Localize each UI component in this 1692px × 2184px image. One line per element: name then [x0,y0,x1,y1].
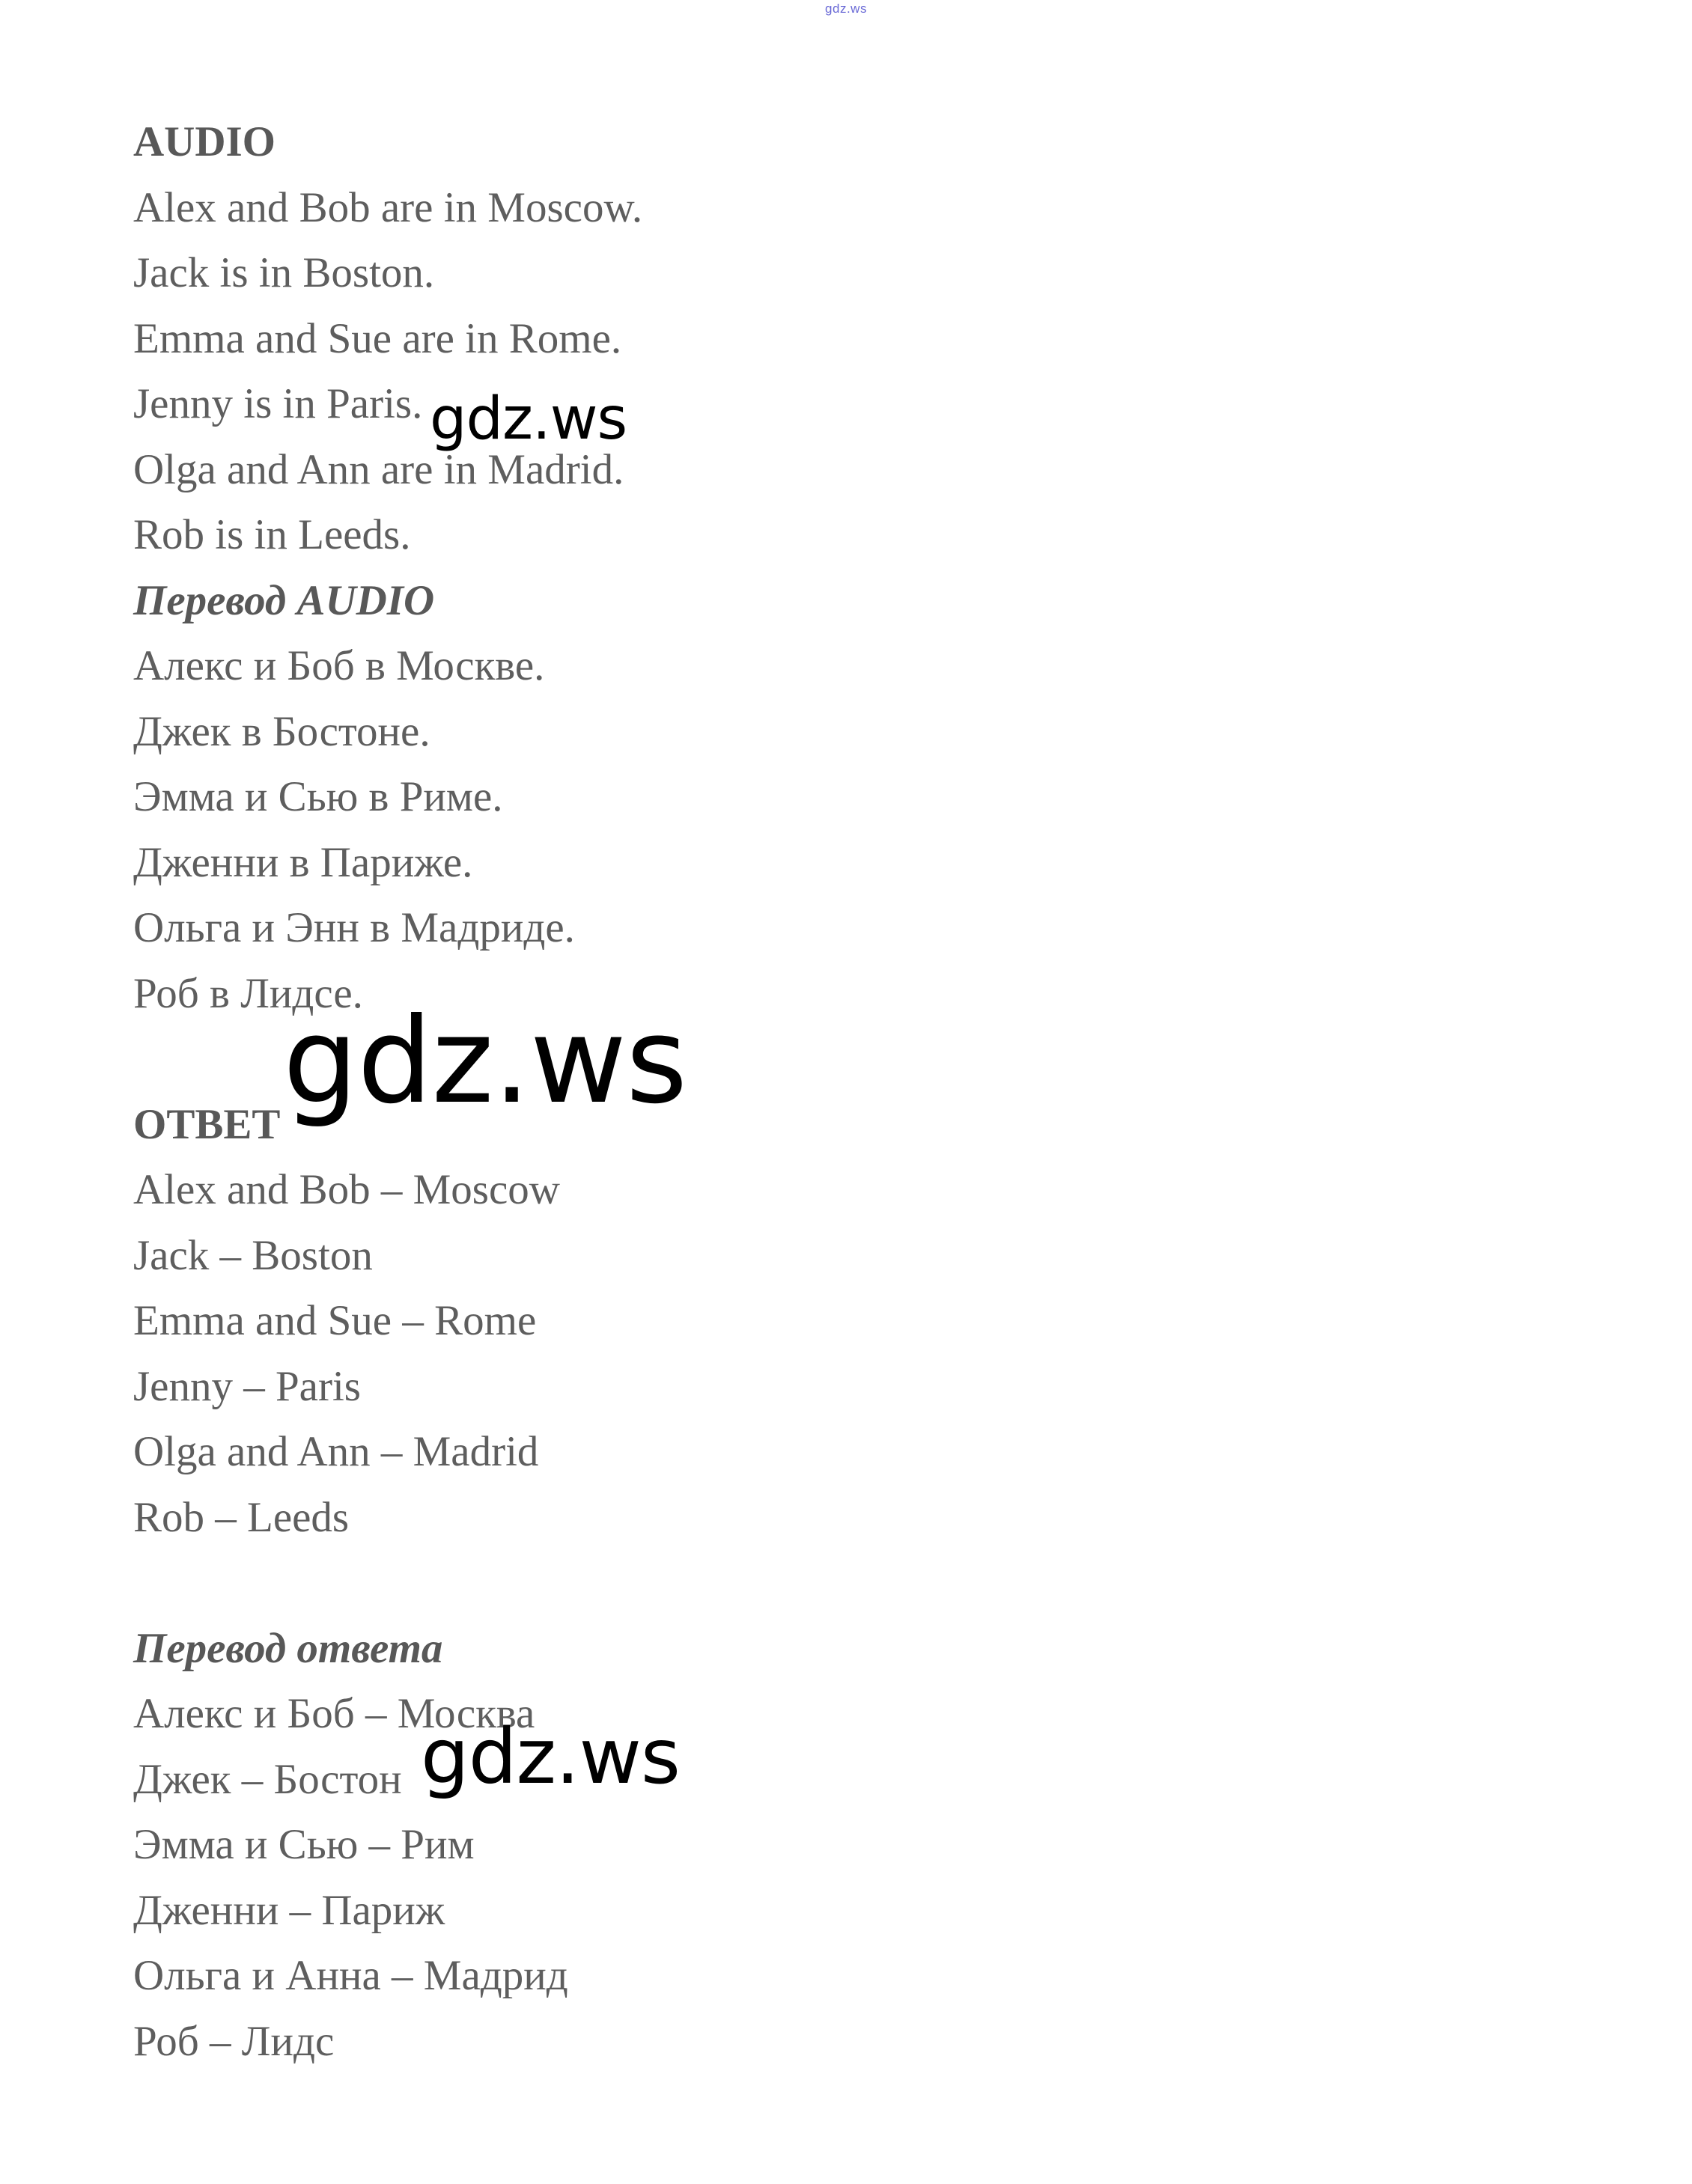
answer-translation-line: Джек – Бостон [133,1756,402,1803]
answer-translation-line: Ольга и Анна – Мадрид [133,1952,568,1999]
answer-translation-line: Роб – Лидс [133,2018,335,2065]
answer-line: Rob – Leeds [133,1494,350,1541]
answer-line: Alex and Bob – Moscow [133,1166,560,1213]
audio-heading: AUDIO [133,118,276,165]
audio-line: Jack is in Boston. [133,249,435,296]
answer-heading: ОТВЕТ [133,1101,281,1148]
answer-line: Olga and Ann – Madrid [133,1428,539,1475]
audio-translation-line: Ольга и Энн в Мадриде. [133,904,575,951]
answer-translation-line: Алекс и Боб – Москва [133,1690,535,1737]
audio-line: Emma and Sue are in Rome. [133,315,622,362]
audio-translation-line: Алекс и Боб в Москве. [133,642,545,689]
watermark: gdz.ws [283,992,687,1130]
answer-line: Jenny – Paris [133,1363,361,1410]
audio-translation-line: Дженни в Париже. [133,839,473,886]
answer-line: Emma and Sue – Rome [133,1297,537,1344]
audio-line: Rob is in Leeds. [133,511,411,558]
audio-translation-line: Джек в Бостоне. [133,708,430,755]
audio-line: Jenny is in Paris. [133,380,423,427]
answer-line: Jack – Boston [133,1232,373,1279]
answer-translation-heading: Перевод ответа [133,1625,443,1672]
answer-translation-line: Эмма и Сью – Рим [133,1821,475,1868]
answer-translation-line: Дженни – Париж [133,1887,445,1934]
audio-line: Olga and Ann are in Madrid. [133,446,624,493]
audio-translation-line: Роб в Лидсе. [133,970,363,1017]
audio-line: Alex and Bob are in Moscow. [133,184,643,231]
watermark: gdz.ws [430,385,627,453]
audio-translation-heading: Перевод AUDIO [133,577,435,624]
audio-translation-line: Эмма и Сью в Риме. [133,773,503,820]
top-site-mark: gdz.ws [825,1,867,16]
watermark: gdz.ws [421,1712,681,1802]
